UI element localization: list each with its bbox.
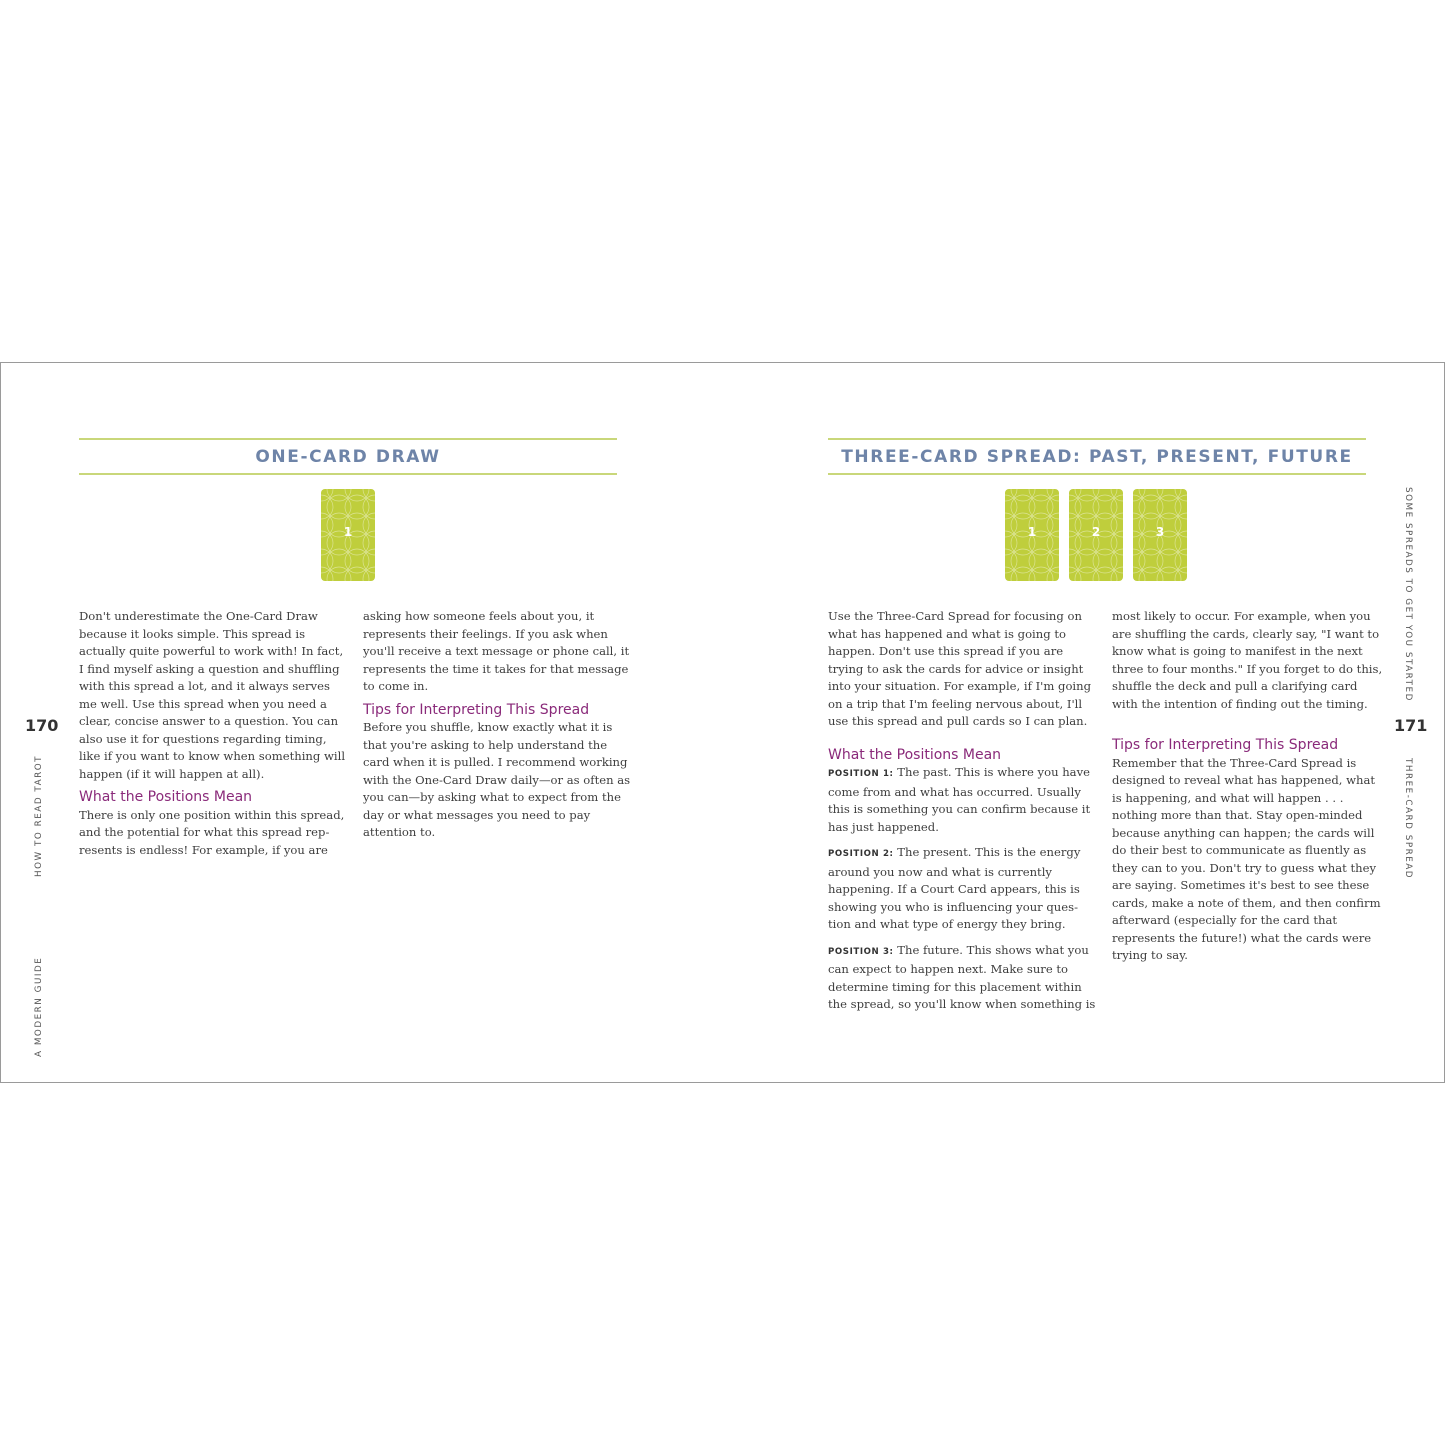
text-line: use this spread and pull cards so I can plan. (828, 714, 1088, 728)
text-line: me well. Use this spread when you need a (79, 696, 327, 711)
tips-paragraph (1112, 755, 1381, 965)
title-rule-top (79, 438, 617, 440)
left-column-1 (79, 608, 346, 859)
text-line: happen (if it will happen at all). (79, 766, 265, 781)
text-line: because anything can happen; the cards will (1112, 825, 1375, 840)
text-line: attention to. (363, 825, 436, 839)
left-column-2 (363, 608, 631, 842)
title-rule-bottom (79, 473, 617, 475)
positions-list (828, 764, 1096, 1014)
right-page (723, 363, 1445, 1082)
position-entry (828, 764, 1090, 836)
position-text: The present. This is the energy (893, 845, 1081, 859)
tarot-card-3 (1133, 489, 1187, 581)
text-line: asking how someone feels about you, it (363, 609, 595, 623)
title-rule-bottom (828, 473, 1366, 475)
text-line: that you're asking to help understand the (363, 737, 608, 752)
text-line: day or what messages you need to pay (363, 807, 591, 822)
text-line: There is only one position within this spread, (79, 807, 345, 822)
book-spread (0, 362, 1445, 1083)
position-label: POSITION 1: (828, 769, 894, 779)
section-title: ONE-CARD DRAW (255, 447, 441, 467)
running-head-right-bottom: THREE-CARD SPREAD (1403, 758, 1413, 880)
text-line: on a trip that I'm feeling nervous about, I'll (828, 696, 1083, 711)
text-line (828, 844, 1090, 864)
text-line: cards, make a note of them, and then confirm (1112, 895, 1381, 910)
text-line: Use the Three-Card Spread for focusing on (828, 609, 1082, 623)
text-line: you can—by asking what to expect from the (363, 790, 621, 804)
text-line: represents the future!) what the cards were (1112, 930, 1372, 945)
text-line: this is something you can confirm because it (828, 802, 1091, 816)
section-title: THREE-CARD SPREAD: PAST, PRESENT, FUTURE (841, 447, 1353, 467)
card-number: 1 (343, 525, 353, 539)
left-page (1, 363, 723, 1082)
title-rule-top (828, 438, 1366, 440)
text-line: tion and what type of energy they bring. (828, 917, 1066, 931)
text-line: afterward (especially for the card that (1112, 913, 1338, 927)
text-line: resents is endless! For example, if you are (79, 842, 328, 857)
text-line: and the potential for what this spread rep- (79, 825, 330, 839)
text-line: represents the time it takes for that message (363, 661, 629, 676)
intro-paragraph (79, 608, 346, 783)
card-number: 1 (1027, 525, 1037, 539)
text-line: do their best to communicate as fluently as (1112, 843, 1367, 857)
text-line: happening. If a Court Card appears, this is (828, 882, 1080, 896)
text-line: is happening, and what will happen . . . (1112, 790, 1344, 805)
text-line: with this spread a lot, and it always serves (79, 679, 330, 693)
card-number: 3 (1155, 525, 1165, 539)
text-line: nothing more than that. Stay open-minded (1112, 808, 1363, 822)
text-line: card when it is pulled. I recommend working (363, 755, 628, 769)
text-line: because it looks simple. This spread is (79, 626, 306, 641)
text-line: showing you who is influencing your ques- (828, 899, 1079, 914)
text-line: three to four months." If you forget to do this, (1112, 661, 1383, 676)
subheading-positions: What the Positions Mean (79, 789, 253, 805)
position-entry (828, 844, 1090, 934)
text-line: come from and what has occurred. Usually (828, 784, 1081, 799)
text-line: know what is going to manifest in the next (1112, 644, 1363, 658)
running-head-right-top: SOME SPREADS TO GET YOU STARTED (1403, 487, 1413, 702)
position-label: POSITION 2: (828, 849, 894, 859)
text-line: trying to ask the cards for advice or insight (828, 661, 1084, 676)
running-head-left-top: A MODERN GUIDE (34, 956, 44, 1057)
text-line: determine timing for this placement within (828, 979, 1082, 994)
tarot-card-1 (321, 489, 375, 581)
text-line: you'll receive a text message or phone call, it (363, 644, 630, 658)
running-head-left-bottom: HOW TO READ TAROT (34, 754, 44, 877)
tarot-card-2 (1069, 489, 1123, 581)
text-line: designed to reveal what has happened, what (1112, 773, 1376, 787)
card-number: 2 (1091, 525, 1101, 539)
intro-paragraph (828, 608, 1090, 731)
text-line: Don't underestimate the One-Card Draw (79, 609, 318, 623)
text-line (828, 942, 1090, 962)
position-text: The past. This is where you have (893, 765, 1091, 779)
text-line: has just happened. (828, 819, 939, 834)
page-number-left: 170 (25, 716, 59, 735)
text-line: I find myself asking a question and shuffling (79, 661, 340, 676)
text-line: to come in. (363, 679, 429, 693)
text-line: can expect to happen next. Make sure to (828, 962, 1069, 976)
text-line: the spread, so you'll know when something is (828, 997, 1096, 1011)
text-line: Remember that the Three-Card Spread is (1112, 755, 1357, 770)
subheading-tips: Tips for Interpreting This Spread (1112, 737, 1339, 753)
text-line: into your situation. For example, if I'm going (828, 679, 1092, 693)
text-line: Before you shuffle, know exactly what it is (363, 720, 613, 734)
tips-paragraph (363, 719, 631, 842)
text-line: clear, concise answer to a question. You can (79, 714, 339, 728)
text-line: most likely to occur. For example, when you (1112, 609, 1371, 623)
text-line: also use it for questions regarding timing, (79, 731, 327, 746)
position-text: The future. This shows what you (893, 942, 1089, 957)
text-line: trying to say. (1112, 948, 1188, 962)
right-column-1 (828, 608, 1096, 1022)
right-column-2 (1112, 608, 1383, 965)
position-entry (828, 942, 1096, 1014)
continued-paragraph (1112, 608, 1383, 713)
text-line: like if you want to know when something will (79, 749, 346, 763)
subheading-tips: Tips for Interpreting This Spread (363, 701, 590, 718)
positions-paragraph (79, 807, 345, 860)
text-line: are saying. Sometimes it's best to see these (1112, 878, 1370, 892)
text-line: with the One-Card Draw daily—or as often as (363, 772, 631, 787)
text-line: shuffle the deck and pull a clarifying card (1112, 679, 1358, 693)
text-line: happen. Don't use this spread if you are (828, 644, 1064, 658)
page-number-right: 171 (1394, 716, 1428, 735)
subheading-positions: What the Positions Mean (828, 746, 1002, 763)
text-line: what has happened and what is going to (828, 626, 1066, 641)
text-line: actually quite powerful to work with! In fact, (79, 644, 344, 658)
text-line: represents their feelings. If you ask when (363, 626, 608, 641)
text-line: are shuffling the cards, clearly say, "I want to (1112, 626, 1380, 641)
tarot-card-1 (1005, 489, 1059, 581)
text-line (828, 764, 1090, 784)
text-line: with the intention of finding out the timing. (1112, 696, 1368, 711)
text-line: around you now and what is currently (828, 864, 1052, 879)
text-line: they can to you. Don't try to guess what they (1112, 860, 1377, 875)
continued-paragraph (363, 608, 630, 696)
position-label: POSITION 3: (828, 946, 894, 957)
